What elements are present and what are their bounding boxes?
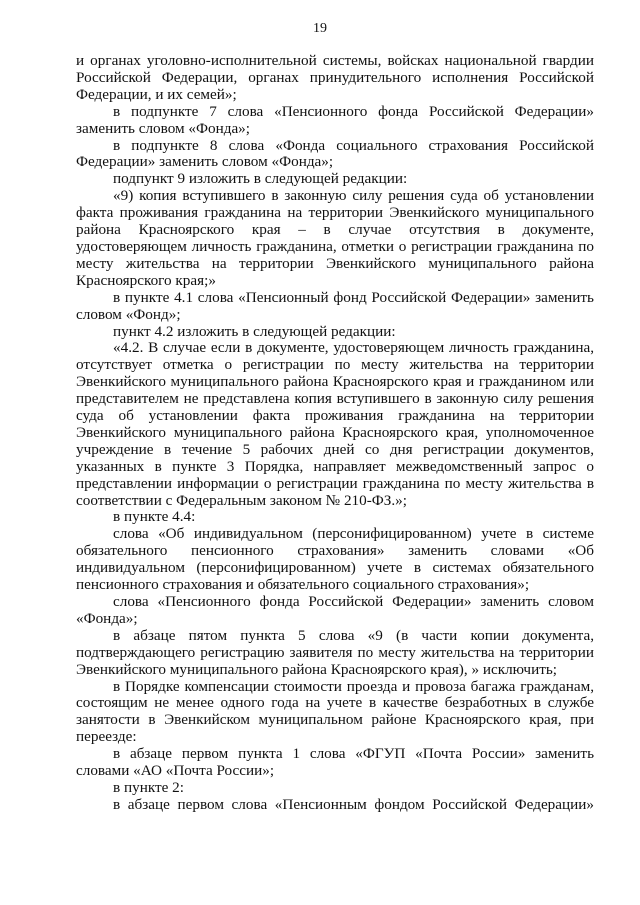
paragraph-2: в подпункте 7 слова «Пенсионного фонда Российской Федерации» заменить словом «Фонда»;: [76, 102, 594, 137]
paragraph-9: в пункте 4.4:: [113, 508, 196, 526]
paragraph-16: в абзаце первом слова «Пенсионным фондом Российской Федерации»: [113, 795, 594, 813]
paragraph-10: слова «Об индивидуальном (персонифицированном) учете в системе обязательного пенсионного страхования» заменить словами «Об индивидуальном (персонифицированном) учете в системах обязательного пенсионного страхования и обязательного социального страхования»;: [76, 525, 594, 594]
paragraph-8: «4.2. В случае если в документе, удостоверяющем личность гражданина, отсутствует отметка о регистрации по месту жительства на территории Эвенкийского муниципального района Красноярского края и гражданином или представителем не представлена копия вступившего в законную силу решения суда об установлении факта проживания гражданина на территории Эвенкийского муниципального района Красноярского края, уполномоченное учреждение в течение 5 рабочих дней со дня регистрации документов, указанных в пункте 3 Порядка, направляет межведомственный запрос о представлении информации о регистрации гражданина по месту жительства в соответствии с Федеральным законом № 210-ФЗ.»;: [76, 339, 594, 509]
document-body: [76, 53, 594, 814]
paragraph-7: пункт 4.2 изложить в следующей редакции:: [113, 322, 396, 340]
paragraph-3: в подпункте 8 слова «Фонда социального страхования Российской Федерации» заменить словом «Фонда»;: [76, 136, 594, 171]
paragraph-5: «9) копия вступившего в законную силу решения суда об установлении факта проживания гражданина на территории Эвенкийского муниципального района Красноярского края – в случае отсутствия в документе, удостоверяющем личность гражданина, отметки о регистрации гражданина по месту жительства на территории Эвенкийского муниципального района Красноярского края;»: [76, 187, 594, 289]
paragraph-12: в абзаце пятом пункта 5 слова «9 (в части копии документа, подтверждающего регистрацию заявителя по месту жительства на территории Эвенкийского муниципального района Красноярского края), » исключить;: [76, 626, 594, 678]
paragraph-4: подпункт 9 изложить в следующей редакции:: [113, 170, 408, 188]
paragraph-11: слова «Пенсионного фонда Российской Федерации» заменить словом «Фонда»;: [76, 593, 594, 627]
paragraph-6: в пункте 4.1 слова «Пенсионный фонд Российской Федерации» заменить словом «Фонд»;: [76, 288, 594, 323]
paragraph-15: в пункте 2:: [113, 778, 184, 796]
page-number: 19: [313, 21, 327, 36]
paragraph-13: в Порядке компенсации стоимости проезда и провоза багажа гражданам, состоящим не менее одного года на учете в качестве безработных в службе занятости в Эвенкийском муниципальном районе Красноярского края, при переезде:: [76, 677, 594, 746]
paragraph-1: и органах уголовно-исполнительной системы, войсках национальной гвардии Российской Федерации, органах принудительного исполнения Российской Федерации, и их семей»;: [76, 52, 594, 103]
paragraph-14: в абзаце первом пункта 1 слова «ФГУП «Почта России» заменить словами «АО «Почта России»;: [76, 745, 594, 780]
